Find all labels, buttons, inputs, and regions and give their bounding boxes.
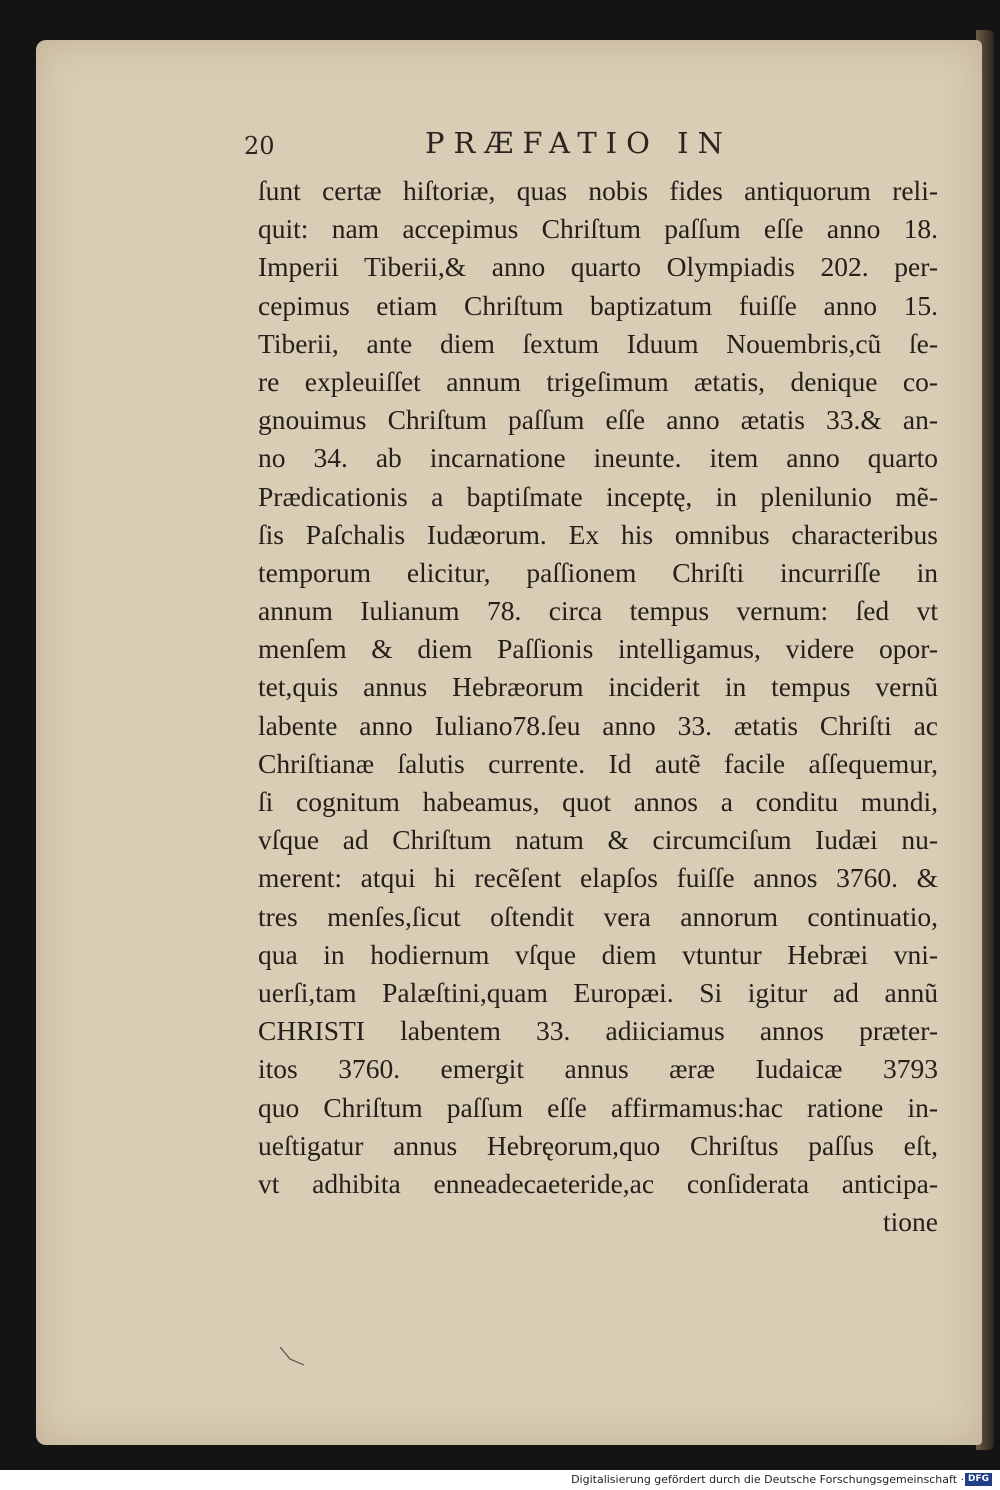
text-line: no 34. ab incarnatione ineunte. item anno quarto — [258, 442, 938, 474]
text-line: temporum elicitur, paſſionem Chriſti incurriſſe in — [258, 556, 938, 588]
text-line: ueſtigatur annus Hebręorum,quo Chriſtus paſſus eſt, — [258, 1129, 938, 1161]
page-number: 20 — [244, 132, 275, 160]
text-line: re expleuiſſet annum trigeſimum ætatis, denique co- — [258, 365, 938, 397]
text-line: vt adhibita enneadecaeteride,ac conſiderata anticipa- — [258, 1167, 938, 1199]
text-line: Prædicationis a baptiſmate inceptę, in plenilunio mẽ- — [258, 480, 938, 512]
running-title: PRÆFATIO IN — [425, 126, 732, 160]
text-line: merent: atqui hi recẽſent elapſos fuiſſe annos 3760. & — [258, 862, 938, 894]
text-line: Imperii Tiberii,& anno quarto Olympiadis 202. per- — [258, 251, 938, 283]
text-line: Tiberii, ante diem ſextum Iduum Nouembris,cũ ſe- — [258, 327, 938, 359]
paper-mark — [278, 1345, 308, 1369]
dfg-logo-icon: DFG — [965, 1473, 992, 1486]
text-line: quit: nam accepimus Chriſtum paſſum eſſe anno 18. — [258, 213, 938, 245]
text-line: cepimus etiam Chriſtum baptizatum fuiſſe anno 15. — [258, 289, 938, 321]
text-line: ſi cognitum habeamus, quot annos a conditu mundi, — [258, 786, 938, 817]
text-line: uerſi,tam Palæſtini,quam Europæi. Si igitur ad annũ — [258, 976, 938, 1008]
text-line: ſunt certæ hiſtoriæ, quas nobis fides antiquorum reli- — [258, 175, 938, 206]
text-line: annum Iulianum 78. circa tempus vernum: ſed vt — [258, 595, 938, 627]
text-line: CHRISTI labentem 33. adiiciamus annos præter- — [258, 1015, 938, 1047]
catchword: tione — [883, 1206, 938, 1238]
running-head — [240, 126, 940, 166]
footer — [0, 1470, 1000, 1490]
text-line: ſis Paſchalis Iudæorum. Ex his omnibus characteribus — [258, 518, 938, 550]
text-line: tres menſes,ſicut oſtendit vera annorum continuatio, — [258, 900, 938, 932]
text-line: quo Chriſtum paſſum eſſe affirmamus:hac ratione in- — [258, 1091, 938, 1123]
text-line: Chriſtianæ ſalutis currente. Id autẽ facile aſſequemur, — [258, 747, 938, 779]
footer-credit: Digitalisierung gefördert durch die Deutsche Forschungsgemeinschaft · — [571, 1473, 964, 1486]
text-line: menſem & diem Paſſionis intelligamus, videre opor- — [258, 633, 938, 665]
text-line: qua in hodiernum vſque diem vtuntur Hebræi vni- — [258, 938, 938, 970]
body-text — [258, 172, 938, 1241]
text-line: labente anno Iuliano78.ſeu anno 33. ætatis Chriſti ac — [258, 709, 938, 741]
text-line: gnouimus Chriſtum paſſum eſſe anno ætatis 33.& an- — [258, 404, 938, 436]
text-line: itos 3760. emergit annus æræ Iudaicæ 3793 — [258, 1053, 938, 1085]
text-line: vſque ad Chriſtum natum & circumciſum Iudæi nu- — [258, 824, 938, 856]
text-line: tet,quis annus Hebræorum inciderit in tempus vernũ — [258, 671, 938, 703]
